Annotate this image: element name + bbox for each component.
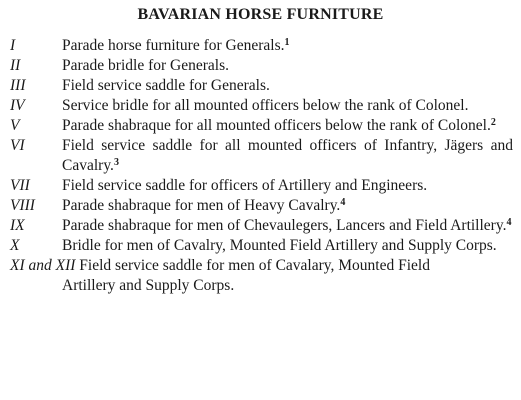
footnote-marker: 4 <box>340 197 346 208</box>
item-description: Parade shabraque for men of Chevaulegers, Lancers and Field Artillery.$^4$ <box>62 217 512 234</box>
list-item <box>0 116 521 136</box>
item-description: Field service saddle for all mounted officers of Infantry, Jägers and Cavalry.$^3$ <box>62 137 513 174</box>
list-item <box>0 256 521 296</box>
list-item <box>0 176 521 196</box>
item-description: XI and XII Field service saddle for men of Cavalary, Mounted Field Artillery and Supply Corps. <box>10 257 430 294</box>
item-description: Parade bridle for Generals. <box>62 57 229 74</box>
furniture-list <box>0 36 521 296</box>
item-number: VII <box>10 177 30 194</box>
footnote-marker: 4 <box>506 217 512 228</box>
footnote-marker: 2 <box>490 117 496 128</box>
item-description: Field service saddle for Generals. <box>62 77 270 94</box>
footnote-marker: 1 <box>284 37 290 48</box>
list-item <box>0 216 521 236</box>
list-item <box>0 136 521 176</box>
item-number: II <box>10 57 21 74</box>
item-number: III <box>10 77 26 94</box>
footnote-marker: 3 <box>113 157 119 168</box>
item-description: Parade shabraque for men of Heavy Cavalry.$^4$ <box>62 197 346 214</box>
page-title: BAVARIAN HORSE FURNITURE <box>137 6 384 23</box>
list-item <box>0 76 521 96</box>
list-item <box>0 196 521 216</box>
item-description: Bridle for men of Cavalry, Mounted Field Artillery and Supply Corps. <box>62 237 497 254</box>
list-item <box>0 56 521 76</box>
item-number: I <box>10 37 16 54</box>
item-number: IX <box>10 217 25 234</box>
item-description: Field service saddle for officers of Artillery and Engineers. <box>62 177 428 194</box>
list-item <box>0 36 521 56</box>
item-number: V <box>10 117 20 134</box>
item-number: XI and XII <box>10 257 76 274</box>
item-number: X <box>10 237 20 254</box>
list-item <box>0 96 521 116</box>
item-description: Service bridle for all mounted officers below the rank of Colonel. <box>62 97 469 114</box>
item-number: IV <box>10 97 25 114</box>
item-number: VI <box>10 137 25 154</box>
item-description: Parade horse furniture for Generals.$^1$ <box>62 37 290 54</box>
item-description: Parade shabraque for all mounted officers below the rank of Colonel.$^2$ <box>62 117 496 134</box>
list-item <box>0 236 521 256</box>
item-number: VIII <box>10 197 35 214</box>
